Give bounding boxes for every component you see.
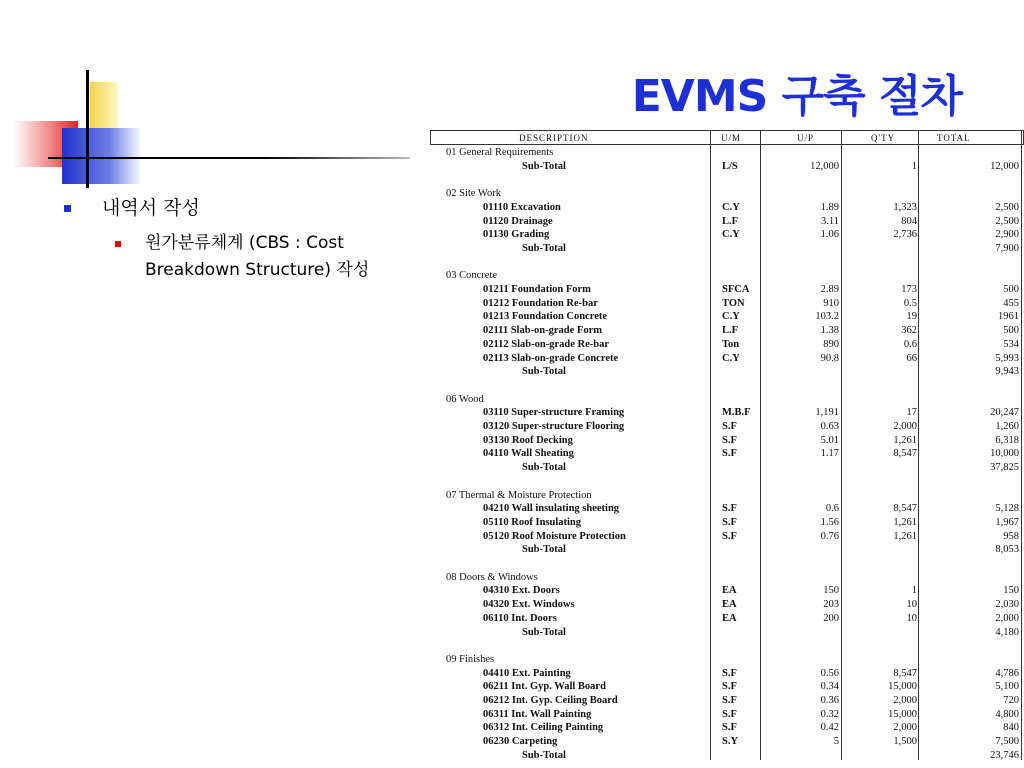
unit-price: 0.32	[820, 708, 839, 720]
unit-price: 1.17	[820, 448, 839, 460]
unit-price: 1.38	[820, 325, 839, 337]
item-description: 01120 Drainage	[483, 215, 553, 227]
subtotal-label: Sub-Total	[522, 749, 566, 761]
total: 23,746	[990, 749, 1019, 761]
total: 9,943	[995, 366, 1019, 378]
quantity: 15,000	[888, 681, 917, 693]
quantity: 1	[911, 160, 917, 172]
item-description: 05120 Roof Moisture Protection	[483, 530, 626, 542]
unit-measure: SFCA	[722, 284, 750, 295]
item-description: 01130 Grading	[483, 229, 550, 241]
subtotal-label: Sub-Total	[522, 160, 566, 172]
item-description: 03120 Super-structure Flooring	[483, 421, 625, 432]
unit-price: 0.6	[825, 503, 839, 515]
unit-price: 2.89	[820, 284, 839, 295]
header-um: U/M	[721, 133, 742, 143]
total: 534	[1003, 338, 1019, 350]
item-description: 02112 Slab-on-grade Re-bar	[483, 338, 609, 350]
unit-price: 0.63	[820, 421, 839, 432]
quantity: 173	[901, 284, 917, 295]
item-description: 02111 Slab-on-grade Form	[483, 325, 603, 337]
quantity: 19	[906, 311, 917, 323]
unit-measure: EA	[722, 599, 737, 611]
blue-bullet-icon	[64, 205, 71, 212]
quantity: 2,736	[893, 229, 917, 241]
item-description: 04110 Wall Sheating	[483, 448, 574, 460]
quantity: 8,547	[893, 448, 917, 460]
total: 20,247	[990, 407, 1019, 419]
unit-measure: S.F	[722, 708, 737, 720]
header-qty: Q'TY	[871, 133, 896, 143]
unit-measure: S.F	[722, 434, 737, 446]
total: 8,053	[995, 544, 1019, 556]
total: 2,000	[995, 612, 1019, 624]
unit-measure: Ton	[722, 338, 740, 350]
quantity: 8,547	[893, 503, 917, 515]
unit-price: 12,000	[810, 160, 839, 172]
unit-price: 103.2	[815, 311, 839, 323]
total: 7,500	[995, 736, 1019, 748]
unit-measure: EA	[722, 612, 737, 624]
unit-measure: S.F	[722, 516, 737, 528]
item-description: 02113 Slab-on-grade Concrete	[483, 352, 619, 364]
quantity: 1,261	[893, 530, 917, 542]
unit-price: 1,191	[815, 407, 839, 419]
total: 2,900	[995, 229, 1019, 241]
unit-measure: S.F	[722, 695, 737, 706]
subtotal-label: Sub-Total	[522, 626, 566, 638]
item-description: 06212 Int. Gyp. Ceiling Board	[483, 695, 618, 706]
subtotal-label: Sub-Total	[522, 544, 566, 556]
total: 958	[1003, 530, 1019, 542]
unit-measure: TON	[722, 297, 745, 309]
total: 2,030	[995, 599, 1019, 611]
unit-measure: S.F	[722, 421, 737, 432]
quantity: 804	[901, 215, 917, 227]
unit-price: 203	[823, 599, 839, 611]
quantity: 8,547	[893, 667, 917, 679]
bullet-list	[60, 194, 420, 284]
section-heading: 03 Concrete	[446, 270, 498, 282]
unit-measure: L.F	[722, 215, 739, 227]
item-description: 06230 Carpeting	[483, 736, 558, 748]
bullet-level2-text: 원가분류체계 (CBS : Cost Breakdown Structure) 작성	[145, 233, 370, 280]
total: 6,318	[995, 434, 1019, 446]
unit-price: 5	[833, 736, 839, 748]
unit-price: 3.11	[821, 215, 839, 227]
total: 12,000	[990, 160, 1019, 172]
total: 7,900	[995, 242, 1019, 254]
unit-price: 5.01	[820, 434, 839, 446]
total: 2,500	[995, 201, 1019, 213]
total: 1961	[998, 311, 1019, 323]
unit-measure: S.Y	[722, 736, 739, 748]
red-bullet-icon	[115, 241, 121, 247]
section-heading: 06 Wood	[446, 393, 484, 405]
unit-measure: M.B.F	[722, 407, 751, 419]
unit-measure: C.Y	[722, 229, 740, 241]
total: 840	[1003, 722, 1019, 734]
total: 5,128	[995, 503, 1019, 515]
bullet-level1-text: 내역서 작성	[102, 197, 200, 219]
total: 720	[1003, 695, 1019, 706]
col-divider	[710, 130, 711, 760]
total: 150	[1003, 585, 1019, 597]
item-description: 01110 Excavation	[483, 201, 561, 213]
unit-price: 910	[823, 297, 839, 309]
quantity: 1,261	[893, 516, 917, 528]
header-total: TOTAL	[937, 133, 971, 143]
quantity: 15,000	[888, 708, 917, 720]
table-header	[430, 130, 1024, 145]
total: 1,260	[995, 421, 1019, 432]
bullet-level1	[60, 194, 420, 222]
unit-price: 1.06	[820, 229, 839, 241]
total: 1,967	[995, 516, 1019, 528]
quantity: 1	[911, 585, 917, 597]
unit-measure: S.F	[722, 681, 737, 693]
total: 4,800	[995, 708, 1019, 720]
header-up: U/P	[797, 133, 815, 143]
total: 500	[1003, 325, 1019, 337]
unit-price: 0.34	[820, 681, 839, 693]
quantity: 1,500	[893, 736, 917, 748]
item-description: 06211 Int. Gyp. Wall Board	[483, 681, 606, 693]
quantity: 10	[906, 599, 917, 611]
section-heading: 01 General Requirements	[446, 147, 554, 158]
unit-price: 150	[823, 585, 839, 597]
section-heading: 08 Doors & Windows	[446, 571, 538, 583]
quantity: 2,000	[893, 421, 917, 432]
unit-measure: EA	[722, 585, 737, 597]
unit-price: 0.36	[820, 695, 839, 706]
unit-measure: S.F	[722, 722, 737, 734]
item-description: 01211 Foundation Form	[483, 284, 591, 295]
unit-price: 0.56	[820, 667, 839, 679]
total: 455	[1003, 297, 1019, 309]
unit-measure: S.F	[722, 667, 737, 679]
section-heading: 02 Site Work	[446, 188, 501, 200]
item-description: 01212 Foundation Re-bar	[483, 297, 598, 309]
unit-measure: L/S	[722, 160, 738, 172]
subtotal-label: Sub-Total	[522, 462, 566, 474]
section-heading: 09 Finishes	[446, 653, 495, 665]
unit-measure: C.Y	[722, 311, 740, 323]
unit-measure: S.F	[722, 448, 737, 460]
total: 10,000	[990, 448, 1019, 460]
item-description: 04320 Ext. Windows	[483, 599, 575, 611]
total: 37,825	[990, 462, 1019, 474]
item-description: 04310 Ext. Doors	[483, 585, 560, 597]
item-description: 06312 Int. Ceiling Painting	[483, 722, 604, 734]
cost-breakdown-table	[430, 130, 1022, 760]
total: 4,180	[995, 626, 1019, 638]
unit-measure: L.F	[722, 325, 739, 337]
unit-price: 1.89	[820, 201, 839, 213]
quantity: 362	[901, 325, 917, 337]
subtotal-label: Sub-Total	[522, 242, 566, 254]
unit-price: 890	[823, 338, 839, 350]
quantity: 0.6	[903, 338, 917, 350]
unit-price: 200	[823, 612, 839, 624]
unit-measure: S.F	[722, 530, 737, 542]
item-description: 04210 Wall insulating sheeting	[483, 503, 620, 515]
quantity: 1,261	[893, 434, 917, 446]
unit-measure: S.F	[722, 503, 737, 515]
item-description: 01213 Foundation Concrete	[483, 311, 608, 323]
decor-blue-block	[62, 128, 142, 184]
unit-measure: C.Y	[722, 352, 740, 364]
col-divider	[918, 130, 919, 760]
unit-price: 1.56	[820, 516, 839, 528]
section-heading: 07 Thermal & Moisture Protection	[446, 489, 592, 501]
total: 5,100	[995, 681, 1019, 693]
item-description: 03110 Super-structure Framing	[483, 407, 625, 419]
quantity: 17	[906, 407, 917, 419]
quantity: 66	[906, 352, 917, 364]
quantity: 2,000	[893, 695, 917, 706]
quantity: 0.5	[903, 297, 917, 309]
item-description: 06311 Int. Wall Painting	[483, 708, 592, 720]
total: 4,786	[995, 667, 1019, 679]
page-title: EVMS 구축 절차	[631, 71, 962, 122]
total: 5,993	[995, 352, 1019, 364]
header-description: DESCRIPTION	[519, 133, 589, 143]
subtotal-label: Sub-Total	[522, 366, 566, 378]
quantity: 2,000	[893, 722, 917, 734]
bullet-level2	[60, 230, 405, 284]
item-description: 03130 Roof Decking	[483, 434, 573, 446]
col-divider	[760, 130, 761, 760]
decor-horizontal-line	[48, 157, 410, 159]
col-divider	[1021, 130, 1022, 760]
item-description: 06110 Int. Doors	[483, 612, 557, 624]
item-description: 04410 Ext. Painting	[483, 667, 571, 679]
col-divider	[841, 130, 842, 760]
total: 2,500	[995, 215, 1019, 227]
unit-price: 90.8	[820, 352, 839, 364]
decor-vertical-line	[86, 70, 89, 188]
item-description: 05110 Roof Insulating	[483, 516, 582, 528]
unit-price: 0.76	[820, 530, 839, 542]
unit-price: 0.42	[820, 722, 839, 734]
unit-measure: C.Y	[722, 201, 740, 213]
quantity: 10	[906, 612, 917, 624]
quantity: 1,323	[893, 201, 917, 213]
total: 500	[1003, 284, 1019, 295]
